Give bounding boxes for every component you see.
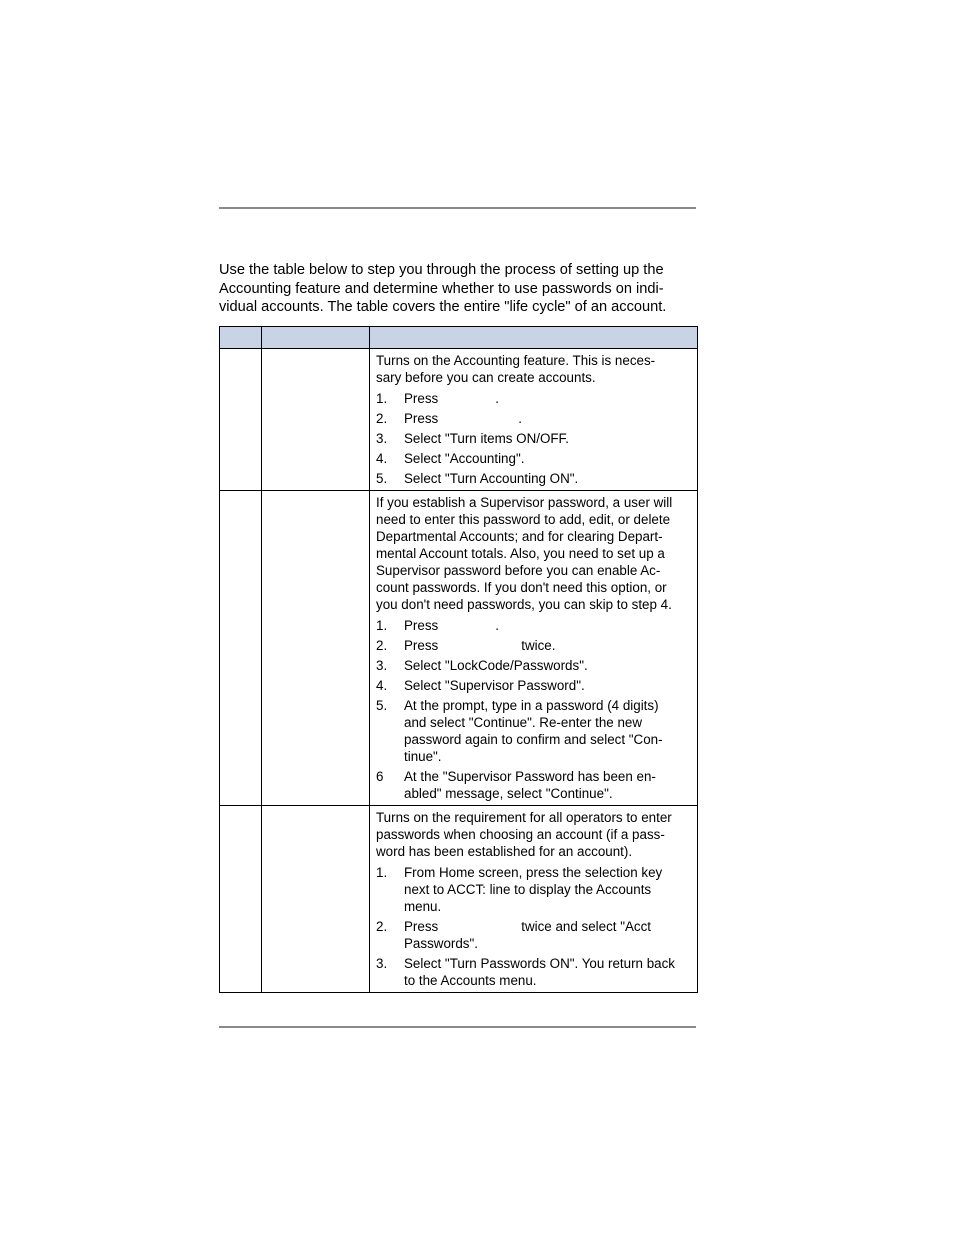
substep-text: From Home screen, press the selection key [404, 865, 663, 880]
substep [376, 918, 691, 952]
description-cell [370, 491, 698, 806]
substep-text: Select "LockCode/Passwords". [404, 658, 588, 673]
substep-number: 3. [376, 431, 388, 446]
step-cell [220, 349, 262, 491]
substep-number: 3. [376, 658, 388, 673]
step-cell [220, 806, 262, 993]
task-cell [262, 806, 370, 993]
substep-text: Select "Supervisor Password". [404, 678, 585, 693]
substep-text: Select "Turn items ON/OFF. [404, 431, 569, 446]
desc-line: Turns on the Accounting feature. This is neces- [376, 353, 656, 368]
substep-number: 2. [376, 638, 388, 653]
substep-text: . [495, 618, 499, 633]
intro-line: Use the table below to step you through the process of setting up the [219, 262, 664, 278]
task-cell [262, 349, 370, 491]
substep [376, 955, 691, 989]
substep-number: 2. [376, 411, 388, 426]
header-step [220, 327, 262, 349]
substep-text: Press [404, 638, 439, 653]
substep-text: Press [404, 391, 439, 406]
description-cell [370, 806, 698, 993]
substep [376, 390, 691, 407]
substep [376, 450, 691, 467]
desc-line: Departmental Accounts; and for clearing Depart- [376, 529, 663, 544]
substep-number: 5. [376, 698, 388, 713]
desc-line: mental Account totals. Also, you need to set up a [376, 546, 665, 561]
intro-line: vidual accounts. The table covers the entire "life cycle" of an account. [219, 299, 667, 316]
substep [376, 470, 691, 487]
desc-line: If you establish a Supervisor password, a user will [376, 495, 673, 510]
substep-number: 5. [376, 471, 388, 486]
row-description [376, 494, 691, 613]
substep-text: menu. [404, 899, 442, 914]
substep-number: 1. [376, 391, 388, 406]
substep [376, 768, 691, 802]
substep-text: Passwords". [404, 936, 478, 951]
task-cell [262, 491, 370, 806]
substep [376, 697, 691, 765]
row-description [376, 809, 691, 860]
desc-line: need to enter this password to add, edit, or delete [376, 512, 671, 527]
substep-number: 6 [376, 769, 384, 784]
substep [376, 864, 691, 915]
substep [376, 657, 691, 674]
substep-text: abled" message, select "Continue". [404, 786, 613, 801]
substep-number: 2. [376, 919, 388, 934]
desc-line: word has been established for an account). [376, 844, 633, 859]
bottom-rule [219, 1026, 696, 1028]
substep-text: tinue". [404, 749, 442, 764]
header-task [262, 327, 370, 349]
substep-text: . [518, 411, 522, 426]
substep-text: password again to confirm and select "Con- [404, 732, 663, 747]
substep-number: 1. [376, 865, 388, 880]
substep [376, 617, 691, 634]
substep-text: Press [404, 618, 439, 633]
substep-text: twice. [521, 638, 556, 653]
substep-text: At the prompt, type in a password (4 digits) [404, 698, 659, 713]
desc-line: Supervisor password before you can enable Ac- [376, 563, 661, 578]
desc-line: you don't need passwords, you can skip to step 4. [376, 597, 672, 612]
intro-paragraph [219, 261, 699, 317]
substep-number: 3. [376, 956, 388, 971]
desc-line: passwords when choosing an account (if a pass- [376, 827, 665, 842]
substep-text: to the Accounts menu. [404, 973, 537, 988]
substep-text: Press [404, 919, 439, 934]
substep-text: Select "Accounting". [404, 451, 525, 466]
desc-line: sary before you can create accounts. [376, 370, 596, 385]
substep [376, 410, 691, 427]
desc-line: count passwords. If you don't need this option, or [376, 580, 667, 595]
steps-table [219, 326, 698, 993]
substep-text: next to ACCT: line to display the Accounts [404, 882, 652, 897]
desc-line: Turns on the requirement for all operators to enter [376, 810, 672, 825]
table-row [220, 806, 698, 993]
top-rule [219, 207, 696, 209]
header-description [370, 327, 698, 349]
substep [376, 430, 691, 447]
substep [376, 637, 691, 654]
table-row [220, 349, 698, 491]
table-row [220, 491, 698, 806]
substep-text: Select "Turn Passwords ON". You return back [404, 956, 675, 971]
table-header-row [220, 327, 698, 349]
substep-text: Press [404, 411, 439, 426]
substep [376, 677, 691, 694]
row-description [376, 352, 691, 386]
substep-text: twice and select "Acct [521, 919, 652, 934]
intro-line: Accounting feature and determine whether to use passwords on indi- [219, 280, 664, 297]
substep-number: 4. [376, 678, 388, 693]
substep-text: . [495, 391, 499, 406]
substep-text: At the "Supervisor Password has been en- [404, 769, 656, 784]
step-cell [220, 491, 262, 806]
substep-number: 4. [376, 451, 388, 466]
substep-text: and select "Continue". Re-enter the new [404, 715, 643, 730]
substep-number: 1. [376, 618, 388, 633]
substep-text: Select "Turn Accounting ON". [404, 471, 579, 486]
description-cell [370, 349, 698, 491]
